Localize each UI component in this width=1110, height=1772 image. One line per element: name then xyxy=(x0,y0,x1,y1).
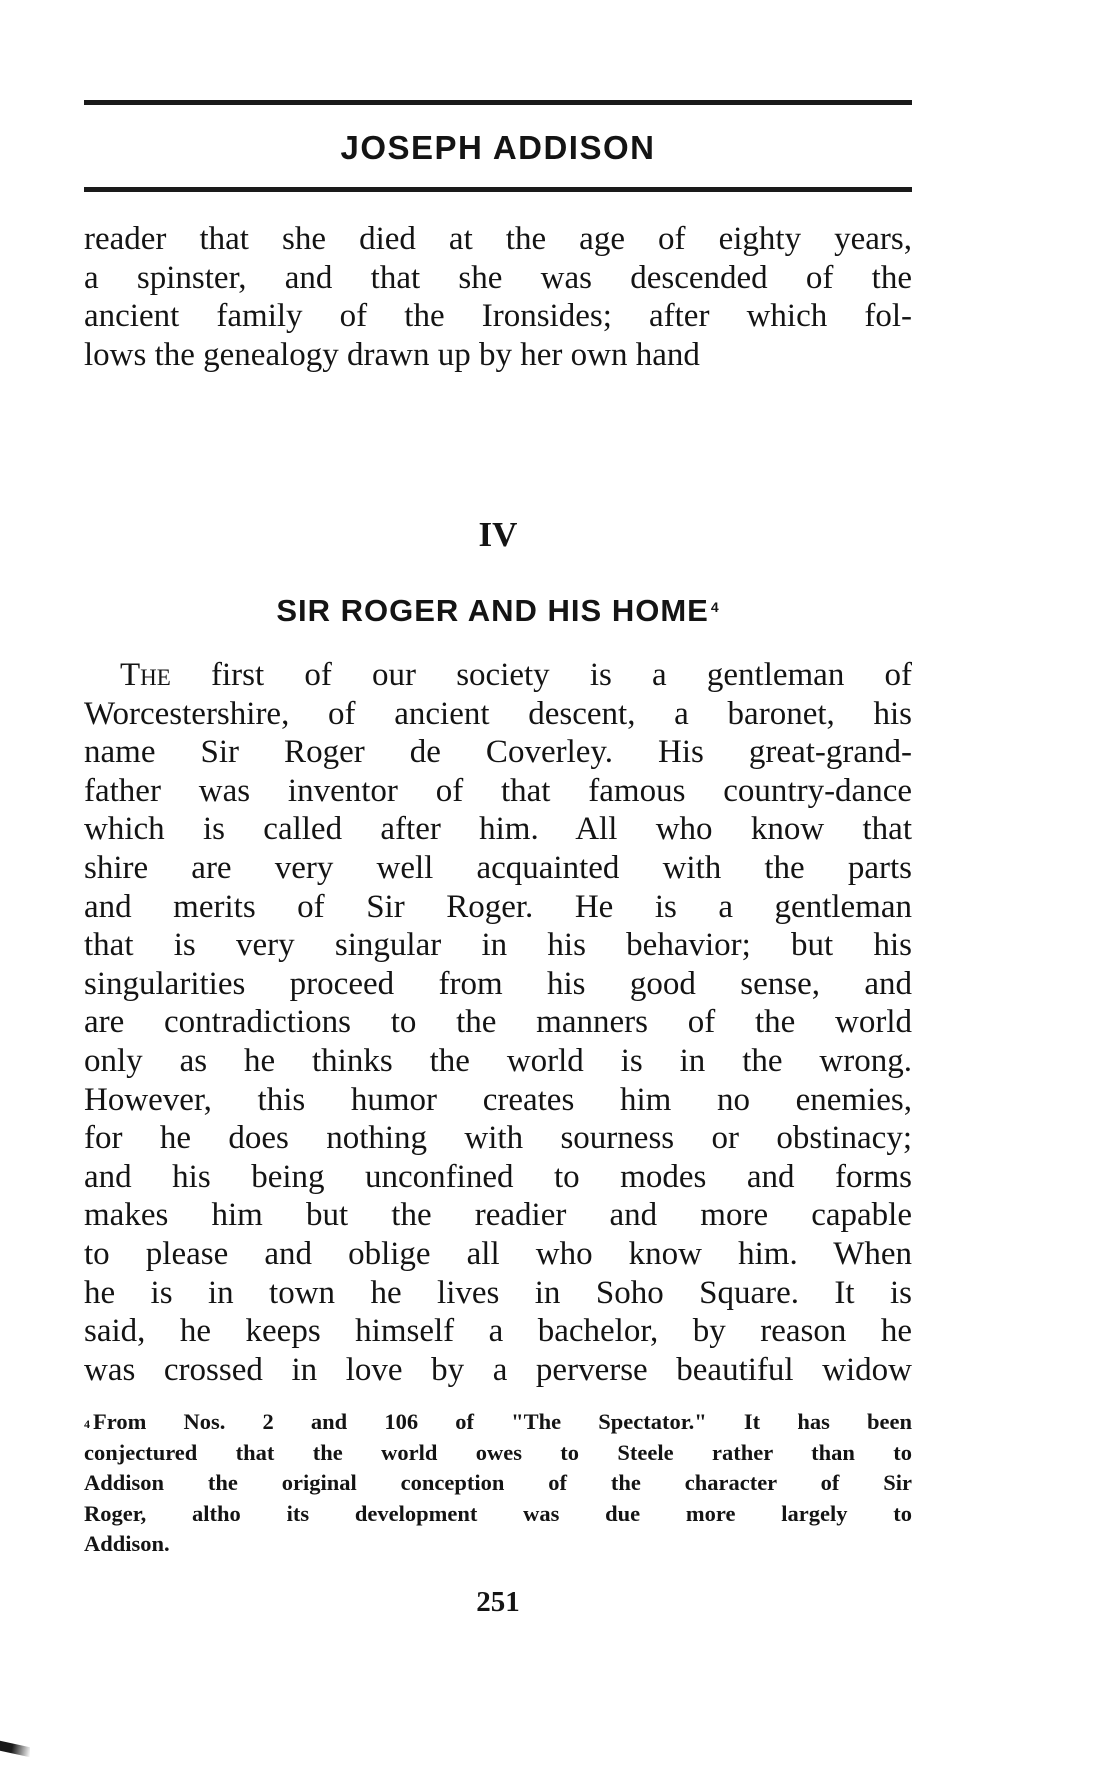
text-line: reader that she died at the age of eighty years, xyxy=(84,221,912,257)
text-line: only as he thinks the world is in the wrong. xyxy=(84,1042,912,1079)
footnote-first-text: From Nos. 2 and 106 of "The Spectator." It has been xyxy=(93,1409,912,1434)
text-line: and his being unconfined to modes and forms xyxy=(84,1158,912,1195)
carryover-paragraph xyxy=(84,220,912,374)
text-line: makes him but the readier and more capable xyxy=(84,1197,912,1234)
body-paragraph xyxy=(84,656,912,1389)
footnote-line: conjectured that the world owes to Steele rather than to xyxy=(84,1439,912,1465)
text-line: for he does nothing with sourness or obstinacy; xyxy=(84,1120,912,1157)
text-line: Worcestershire, of ancient descent, a baronet, his xyxy=(84,695,912,732)
footnote-line: Addison. xyxy=(84,1531,170,1556)
page-number: 251 xyxy=(476,1586,520,1618)
opening-word: The xyxy=(120,657,171,693)
text-line: name Sir Roger de Coverley. His great-grand- xyxy=(84,734,912,771)
text-line: which is called after him. All who know that xyxy=(84,811,912,848)
text-line: a spinster, and that she was descended of the xyxy=(84,259,912,296)
text-line: ancient family of the Ironsides; after which fol- xyxy=(84,298,912,335)
text-line: to please and oblige all who know him. When xyxy=(84,1235,912,1272)
footnote-marker: 4 xyxy=(84,1417,90,1431)
footnote xyxy=(84,1407,912,1560)
text-line: are contradictions to the manners of the world xyxy=(84,1004,912,1041)
text-line: and merits of Sir Roger. He is a gentleman xyxy=(84,888,912,925)
text-line: singularities proceed from his good sense, and xyxy=(84,965,912,1002)
text-line: lows the genealogy drawn up by her own hand xyxy=(84,336,700,373)
section-number: IV xyxy=(478,515,518,554)
text-line-first xyxy=(84,656,912,695)
footnote-line: Roger, altho its development was due more largely to xyxy=(84,1500,912,1526)
scan-edge-mark xyxy=(0,1741,30,1757)
header-rule-top xyxy=(84,100,912,105)
footnote-reference: 4 xyxy=(710,599,720,615)
text-line: shire are very well acquainted with the parts xyxy=(84,849,912,886)
text-line: However, this humor creates him no enemies, xyxy=(84,1081,912,1118)
text-line: was crossed in love by a perverse beautiful widow xyxy=(84,1351,912,1388)
text-line: he is in town he lives in Soho Square. It is xyxy=(84,1274,912,1311)
section-title-text: SIR ROGER AND HIS HOME xyxy=(276,593,709,628)
section-title xyxy=(84,591,912,631)
text-line: said, he keeps himself a bachelor, by reason he xyxy=(84,1313,912,1350)
footnote-line-first xyxy=(84,1407,912,1438)
text-line: that is very singular in his behavior; but his xyxy=(84,927,912,964)
text-line: father was inventor of that famous country-dance xyxy=(84,772,912,809)
footnote-line: Addison the original conception of the character of Sir xyxy=(84,1470,912,1495)
running-head: JOSEPH ADDISON xyxy=(340,129,656,166)
header-rule-bottom xyxy=(84,187,912,192)
first-line-text: first of our society is a gentleman of xyxy=(211,657,913,693)
